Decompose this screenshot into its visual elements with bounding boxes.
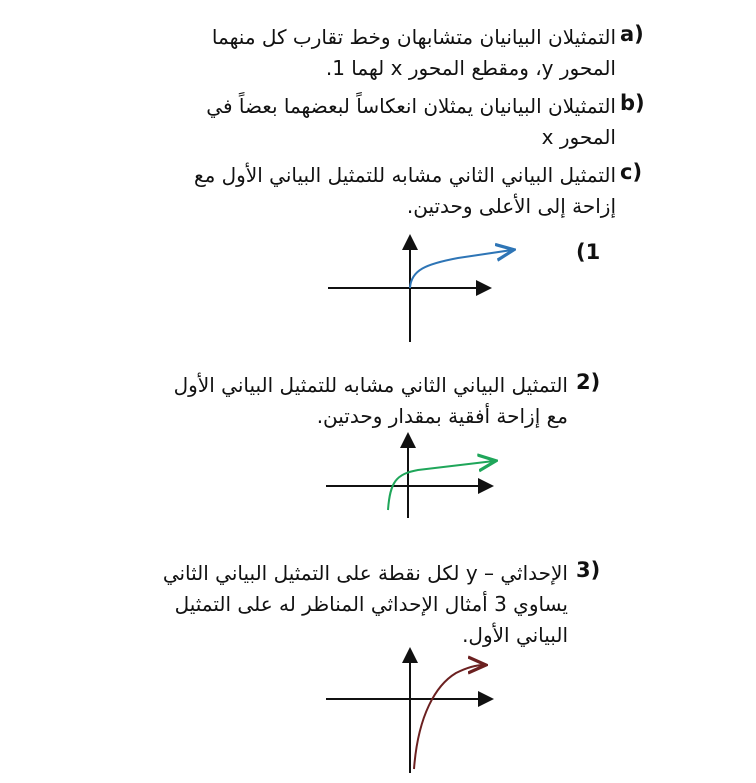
answer-3-line-2: يساوي 3 أمثال الإحداثي المناظر له على التمثيل bbox=[174, 592, 568, 616]
answer-b-line-1: التمثيلان البيانيان يمثلان انعكاساً لبعضهما بعضاً في bbox=[206, 94, 616, 118]
graph-1 bbox=[318, 230, 518, 350]
answer-2-line-2: مع إزاحة أفقية بمقدار وحدتين. bbox=[316, 404, 568, 428]
answer-c bbox=[194, 160, 616, 222]
answer-c-line-1: التمثيل البياني الثاني مشابه للتمثيل البياني الأول مع bbox=[193, 163, 616, 187]
answer-b bbox=[206, 91, 616, 153]
answer-a bbox=[212, 22, 616, 84]
answer-3-line-1: الإحداثي – y لكل نقطة على التمثيل البياني الثاني bbox=[162, 561, 568, 585]
graph-2 bbox=[318, 430, 518, 520]
answer-3-line-3: البياني الأول. bbox=[462, 623, 568, 647]
answer-c-marker: c) bbox=[620, 160, 643, 184]
answer-c-line-2: إزاحة إلى الأعلى وحدتين. bbox=[406, 194, 616, 218]
answer-2-marker: 2) bbox=[576, 370, 601, 394]
answer-a-line-2: المحور y، ومقطع المحور x لهما 1. bbox=[325, 56, 616, 80]
answer-a-marker: a) bbox=[620, 22, 644, 46]
answer-2 bbox=[174, 370, 568, 432]
graph-3 bbox=[318, 645, 518, 775]
option-number-1: (1 bbox=[576, 240, 601, 264]
answer-a-line-1: التمثيلان البيانيان متشابهان وخط تقارب كل منهما bbox=[211, 25, 616, 49]
answer-3-marker: 3) bbox=[576, 558, 601, 582]
answer-b-line-2: المحور x bbox=[541, 125, 616, 149]
curve-3 bbox=[414, 665, 484, 769]
answer-b-marker: b) bbox=[620, 91, 645, 115]
answer-3 bbox=[163, 558, 568, 651]
answer-2-line-1: التمثيل البياني الثاني مشابه للتمثيل البياني الأول bbox=[173, 373, 568, 397]
curve-1 bbox=[410, 250, 512, 288]
